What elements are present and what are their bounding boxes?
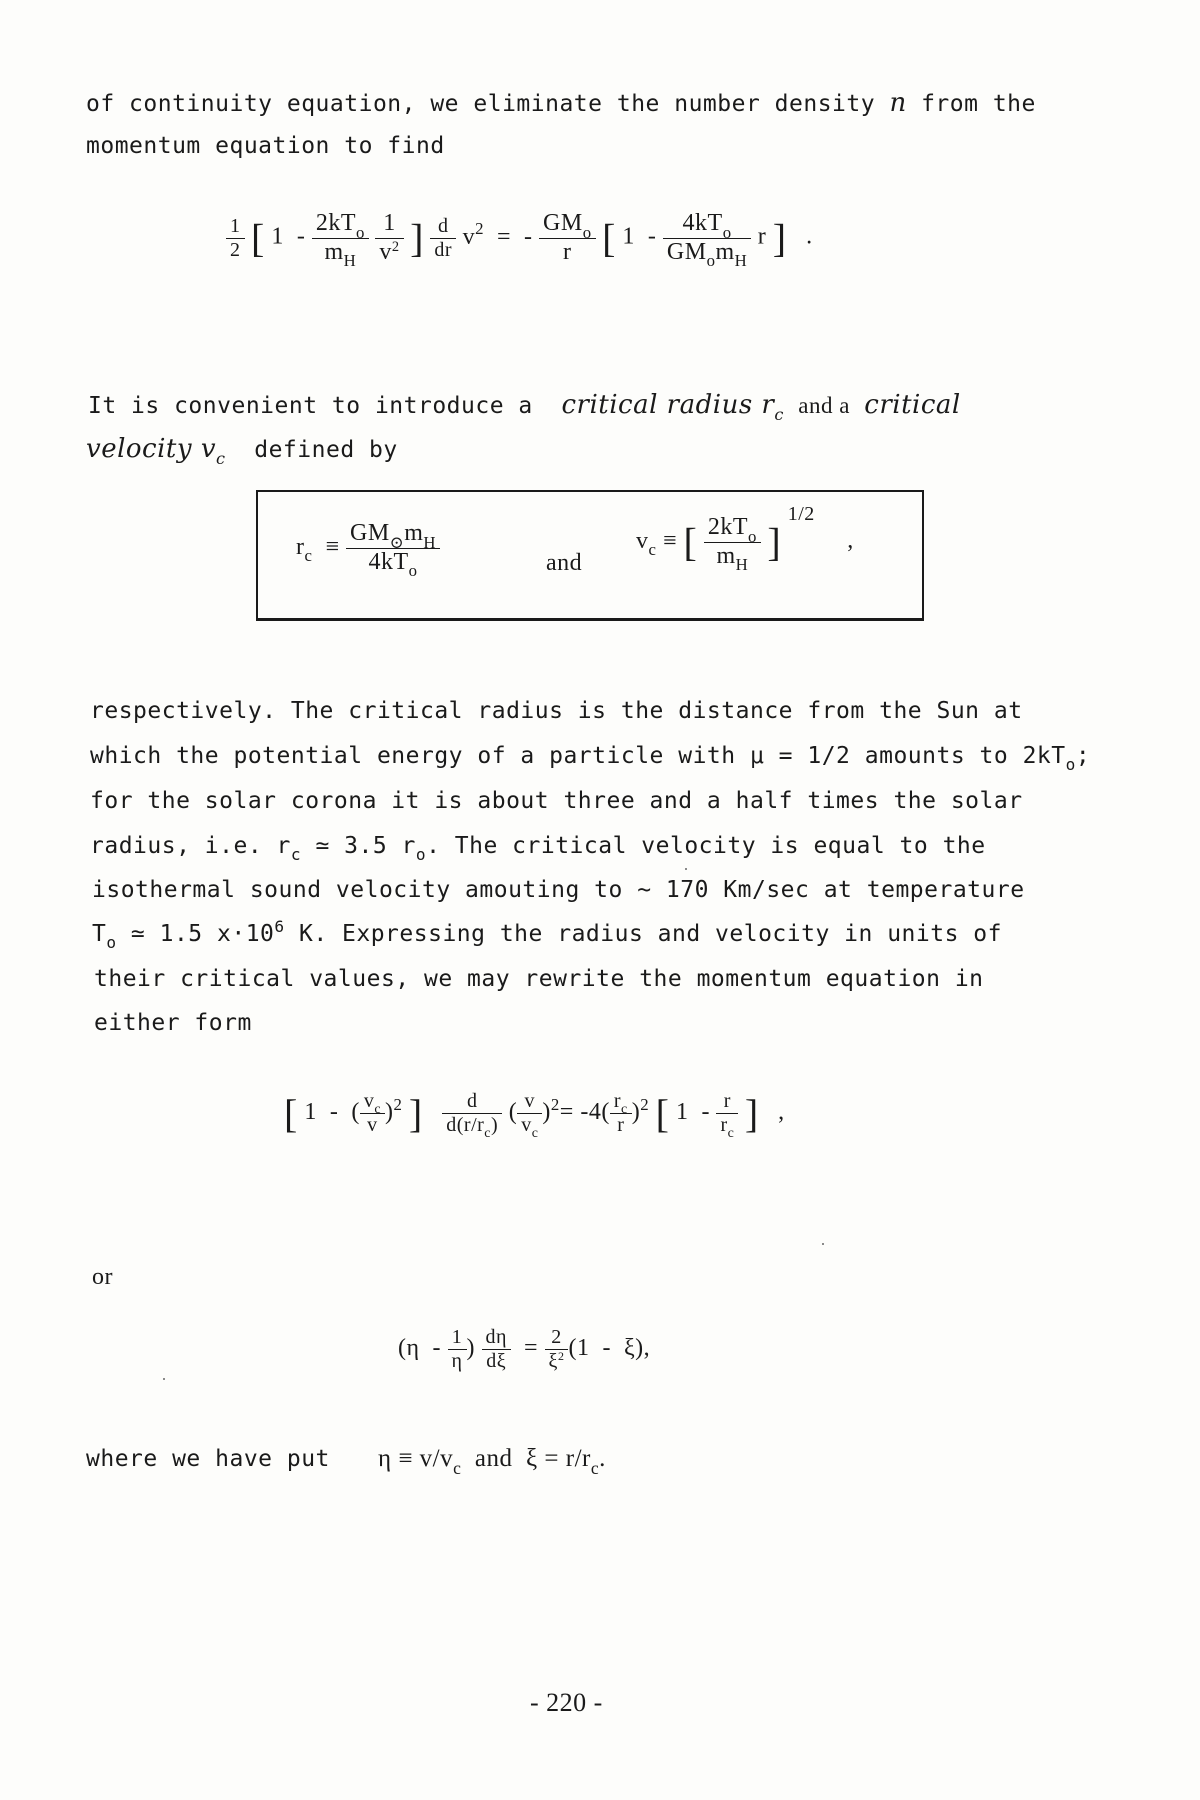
text-line	[86, 135, 445, 158]
term-critical: critical	[864, 390, 961, 420]
text-segment: of continuity equation, we eliminate the number density	[86, 91, 876, 117]
text-or: or	[92, 1264, 113, 1290]
symbol-n: n	[889, 88, 907, 118]
definition-eta-xi: $\eta \equiv v/v_c$ and $\xi = r/r_c$.	[378, 1445, 606, 1478]
text-line: for the solar corona it is about three and a half times the solar	[90, 788, 1023, 814]
box-and: and	[546, 550, 583, 576]
term-critical-velocity: velocity v	[86, 434, 217, 464]
equation-momentum: $\frac{1}{2}$ [ 1 - $\frac{2kT_o}{m_H}$ $\frac{1}{v^2}$ ] $\frac{d}{dr}$ $v^2$ = - $\frac{GM_o}{r}$ [ 1 - $\frac{4kT_o}{GM_om_H}$ r ] .	[226, 210, 813, 266]
text-segment: from the	[921, 91, 1036, 117]
text-segment: defined by	[254, 437, 398, 463]
text-segment: and a	[798, 393, 850, 418]
scan-speck	[685, 868, 687, 870]
text-line: respectively. The critical radius is the distance from the Sun at	[90, 698, 1023, 724]
page-number: - 220 -	[530, 1688, 603, 1717]
text-line: radius, i.e. $r_c$ ≃ 3.5 $r_o$. The critical velocity is equal to the	[90, 833, 986, 865]
text-line: velocity $v_c$ defined by	[86, 434, 398, 469]
text-segment: It is convenient to introduce a	[88, 393, 533, 419]
text-line: which the potential energy of a particle with μ = 1/2 amounts to $2kT_o$;	[90, 743, 1091, 775]
text-line: isothermal sound velocity amouting to ~ 170 Km/sec at temperature	[92, 877, 1025, 903]
text-segment: momentum equation to find	[86, 133, 445, 159]
text-line: $T_o$ ≃ 1.5 $x\cdot 10^6$ K. Expressing the radius and velocity in units of	[92, 917, 1002, 953]
equation-critical-velocity: $v_c$ ≡ [ $\frac{2kT_o}{m_H}$ ] $^{1/2}$ ,	[636, 502, 854, 575]
text-line: their critical values, we may rewrite the momentum equation in	[94, 966, 984, 992]
term-critical-radius: critical radius r	[561, 390, 775, 420]
text-line: either form	[94, 1010, 252, 1036]
scan-speck	[822, 1243, 824, 1245]
text-line	[86, 90, 1036, 116]
text-line: It is convenient to introduce a critical radius $r_c$ and a critical	[88, 390, 961, 425]
equation-dimensionless-form: [ 1 - ( $\frac{v_c}{v}$ )$^2$ ] $\frac{d}{d(r/r_c)}$ ( $\frac{v}{v_c}$ )$^2$= -4( $\frac{r_c}{r}$ )$^2$ [ 1 - $\frac{r}{r_c}$ ] ,	[284, 1090, 785, 1142]
equation-eta-xi: (η - $\frac{1}{\eta}$ ) $\frac{d\eta}{d\xi}$ = $\frac{2}{\xi^2}$ (1 - ξ),	[398, 1326, 651, 1372]
text-line: where we have put	[86, 1446, 330, 1472]
scan-speck	[163, 1378, 165, 1380]
equation-critical-radius: $r_c$ ≡ $\frac{GM_⊙m_H}{4kT_o}$	[296, 520, 440, 576]
